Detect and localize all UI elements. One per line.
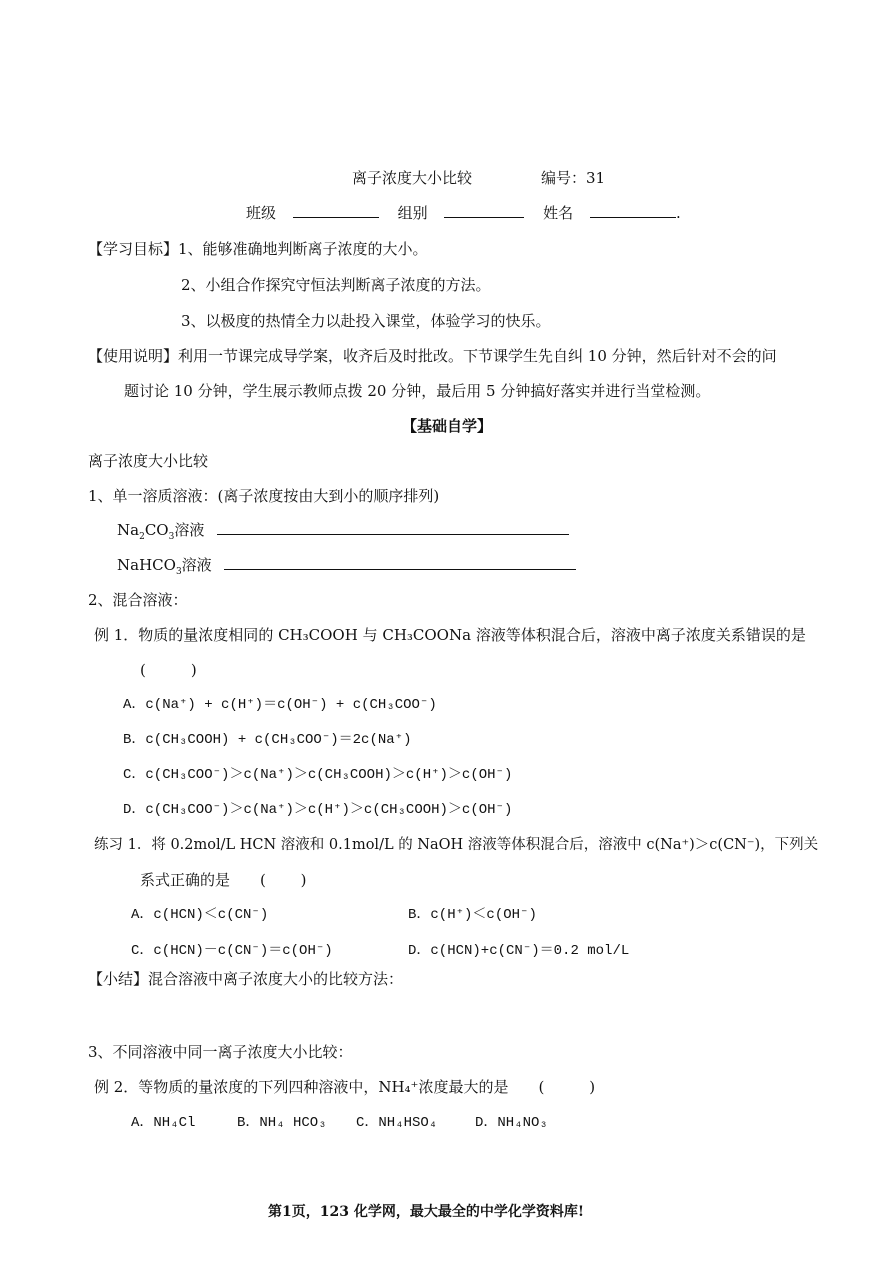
goal-item-3: 3、以极度的热情全力以赴投入课堂，体验学习的快乐。 bbox=[181, 312, 551, 330]
example-2-text: 例 2．等物质的量浓度的下列四种溶液中，NH₄⁺浓度最大的是 ( ) bbox=[94, 1078, 596, 1096]
usage-text-2: 题讨论 10 分钟，学生展示教师点拨 20 分钟，最后用 5 分钟搞好落实并进行当堂检测。 bbox=[124, 382, 711, 400]
q1-nahco3-row: NaHCO$_3$溶液 bbox=[117, 555, 576, 582]
section-heading: 【基础自学】 bbox=[402, 417, 493, 435]
example-1-option-d: D．c(CH₃COO⁻)＞c(Na⁺)＞c(H⁺)＞c(CH₃COOH)＞c(OH⁻) bbox=[123, 802, 513, 818]
page-footer: 第1页，123 化学网，最大最全的中学化学资料库! bbox=[268, 1204, 584, 1220]
class-blank[interactable] bbox=[293, 203, 379, 218]
practice-1-option-b: B．c(H⁺)＜c(OH⁻) bbox=[408, 907, 537, 923]
summary-row bbox=[88, 969, 403, 989]
document-number: 编号：31 bbox=[541, 169, 606, 187]
practice-1-option-d: D．c(HCN)+c(CN⁻)＝0.2 mol/L bbox=[408, 943, 630, 959]
name-blank[interactable] bbox=[590, 203, 676, 218]
summary-heading: 【小结】 bbox=[88, 970, 149, 988]
goal-item-2: 2、小组合作探究守恒法判断离子浓度的方法。 bbox=[181, 276, 491, 294]
example-2-option-d: D．NH₄NO₃ bbox=[475, 1115, 548, 1131]
q1-na2co3-row: $Na_2CO_3$溶液 bbox=[117, 520, 569, 547]
group-blank[interactable] bbox=[444, 203, 524, 218]
usage-line-1 bbox=[88, 346, 777, 366]
section-subtitle: 离子浓度大小比较 bbox=[88, 452, 209, 470]
usage-text-1: 利用一节课完成导学案，收齐后及时批改。下节课学生先自纠 10 分钟，然后针对不会的问 bbox=[178, 347, 777, 365]
student-info-row bbox=[246, 203, 681, 223]
example-1-option-c: C．c(CH₃COO⁻)＞c(Na⁺)＞c(CH₃COOH)＞c(H⁺)＞c(OH⁻) bbox=[123, 767, 513, 783]
nahco3-answer-blank[interactable] bbox=[224, 555, 576, 570]
summary-text: 混合溶液中离子浓度大小的比较方法： bbox=[148, 970, 404, 988]
end-mark: . bbox=[675, 204, 681, 222]
example-2-option-b: B．NH₄ HCO₃ bbox=[237, 1115, 327, 1131]
q2-title: 2、混合溶液： bbox=[88, 591, 188, 609]
class-label: 班级 bbox=[246, 204, 277, 222]
na2co3-answer-blank[interactable] bbox=[217, 520, 569, 535]
practice-1-option-a: A．c(HCN)＜c(CN⁻) bbox=[131, 907, 269, 923]
practice-1-line-1: 练习 1．将 0.2mol/L HCN 溶液和 0.1mol/L 的 NaOH 溶液等体积混合后，溶液中 c(Na⁺)＞c(CN⁻)，下列关 bbox=[94, 837, 819, 853]
practice-1-option-c: C．c(HCN)－c(CN⁻)＝c(OH⁻) bbox=[131, 943, 333, 959]
group-label: 组别 bbox=[397, 204, 428, 222]
name-label: 姓名 bbox=[543, 204, 574, 222]
example-1-option-a: A．c(Na⁺) + c(H⁺)＝c(OH⁻) + c(CH₃COO⁻) bbox=[123, 697, 437, 713]
goal-item-1: 1、能够准确地判断离子浓度的大小。 bbox=[178, 240, 428, 258]
page-title: 离子浓度大小比较 bbox=[352, 169, 473, 187]
example-1-bracket[interactable]: ( ) bbox=[140, 661, 197, 679]
example-2-option-c: C．NH₄HSO₄ bbox=[356, 1115, 438, 1131]
example-2-option-a: A．NH₄Cl bbox=[131, 1115, 196, 1131]
q3-title: 3、不同溶液中同一离子浓度大小比较： bbox=[88, 1043, 353, 1061]
q1-title: 1、单一溶质溶液：(离子浓度按由大到小的顺序排列) bbox=[88, 487, 440, 505]
usage-heading: 【使用说明】 bbox=[88, 347, 179, 365]
example-1-option-b: B．c(CH₃COOH) + c(CH₃COO⁻)＝2c(Na⁺) bbox=[123, 732, 412, 748]
goals-line-1 bbox=[88, 239, 428, 259]
goals-heading: 【学习目标】 bbox=[88, 240, 179, 258]
example-1-text: 例 1．物质的量浓度相同的 CH₃COOH 与 CH₃COONa 溶液等体积混合后，溶液中离子浓度关系错误的是 bbox=[94, 626, 806, 644]
practice-1-line-2: 系式正确的是 ( ) bbox=[140, 871, 307, 889]
